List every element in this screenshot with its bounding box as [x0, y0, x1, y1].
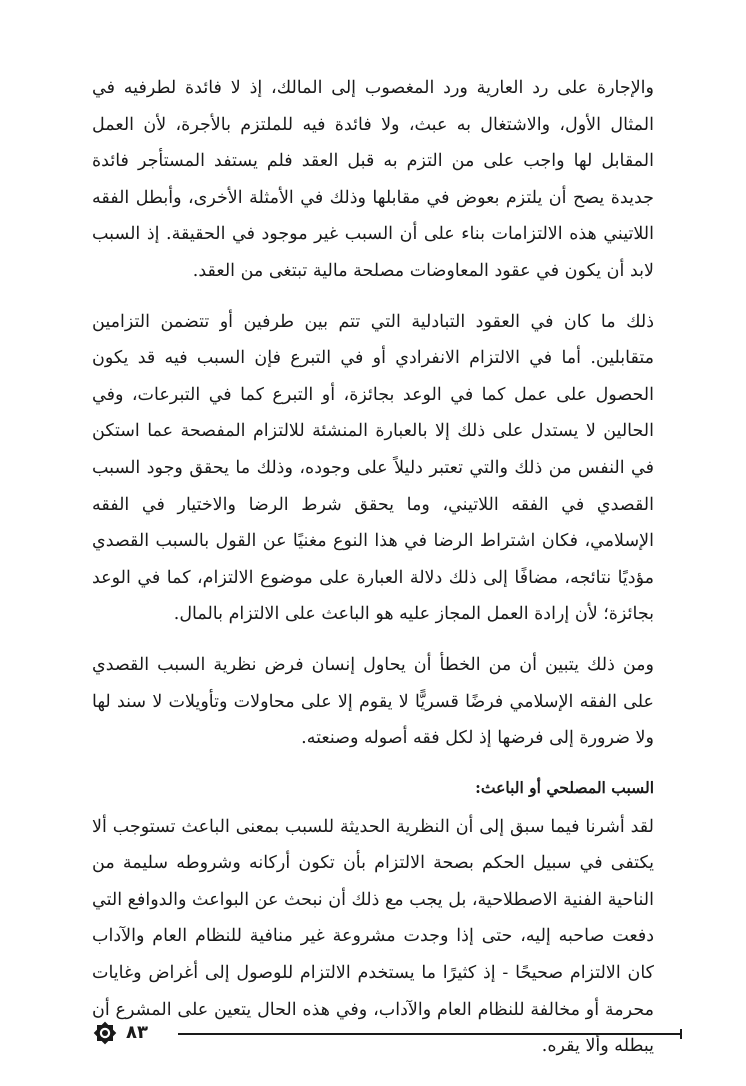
- paragraph-3: ومن ذلك يتبين أن من الخطأ أن يحاول إنسان فرض نظرية السبب القصدي على الفقه الإسلامي فرضًا قسريًّا لا يقوم إلا على محاولات وتأويلات لا سند لها ولا ضرورة إلى فرضها إذ لكل فقه أصوله وصنعته.: [92, 654, 654, 749]
- paragraph-2: ذلك ما كان في العقود التبادلية التي تتم بين طرفين أو تتضمن التزامين متقابلين. أما في الالتزام الانفرادي أو في التبرع فإن السبب فيه قد يكون الحصول على عمل كما في الوعد بجائزة، أو التبرع كما في التبرعات، وفي الحالين لا يستدل على ذلك إلا بالعبارة المنشئة للالتزام المفصحة عما استكن في النفس من ذلك والتي تعتبر دليلاً على وجوده، وذلك ما يحقق وجود السبب القصدي في الفقه اللاتيني، وما يحقق شرط الرضا والاختيار في الفقه الإسلامي، فكان اشتراط الرضا في هذا النوع مغنيًا عن القول بالسبب القصدي مؤديًا نتائجه، مضافًا إلى ذلك دلالة العبارة على موضوع الالتزام، كما في الوعد بجائزة؛ لأن إرادة العمل المجاز عليه هو الباعث على الالتزام بالمال.: [92, 311, 654, 625]
- octagram-star-icon: [92, 1020, 118, 1046]
- page-footer: [92, 1018, 682, 1048]
- footer-rule-cap: [680, 1029, 682, 1039]
- page-number: ٨٣: [126, 1022, 148, 1043]
- footer-rule: [178, 1033, 682, 1035]
- paragraph-1: والإجارة على رد العارية ورد المغصوب إلى المالك، إذ لا فائدة لطرفيه في المثال الأول، والاشتغال به عبث، ولا فائدة فيه للملتزم بالأجرة، لأن العمل المقابل لها واجب على من التزم به قبل العقد فلم يستفد المستأجر فائدة جديدة يصح أن يلتزم بعوض في مقابلها وذلك في الأمثلة الأخرى، وأبطل الفقه اللاتيني هذه الالتزامات بناء على أن السبب غير موجود في الحقيقة. إذ السبب لابد أن يكون في عقود المعاوضات مصلحة مالية تبتغى من العقد.: [92, 78, 654, 281]
- section-heading: السبب المصلحي أو الباعث:: [475, 777, 654, 797]
- section-paragraph: لقد أشرنا فيما سبق إلى أن النظرية الحديثة للسبب بمعنى الباعث تستوجب ألا يكتفى في سبيل الحكم بصحة الالتزام بأن تكون أركانه وشروطه سليمة من الناحية الفنية الاصطلاحية، بل يجب مع ذلك أن نبحث عن البواعث والدوافع التي دفعت صاحبه إليه، حتى إذا وجدت مشروعة غير منافية للنظام العام والآداب كان الالتزام صحيحًا - إذ كثيرًا ما يستخدم الالتزام للوصول إلى أغراض وغايات محرمة أو مخالفة للنظام العام والآداب، وفي هذه الحال يتعين على المشرع أن يبطله وألا يقره.: [92, 816, 654, 1057]
